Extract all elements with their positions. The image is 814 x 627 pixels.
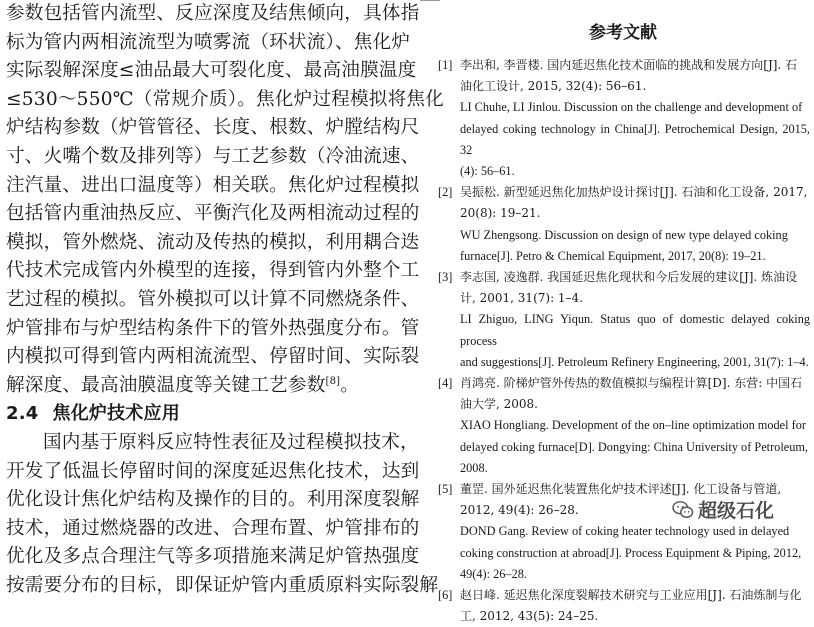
text-line: 按需要分布的目标，即保证炉管内重质原料实际裂解	[6, 574, 439, 596]
reference-line-zh: 董罡. 国外延迟焦化装置焦化炉技术评述[J]. 化工设备与管道,	[460, 482, 782, 497]
text-line: 内模拟可得到管内两相流流型、停留时间、实际裂	[6, 346, 420, 368]
reference-number: [1]	[438, 58, 453, 72]
text-line: 实际裂解深度≤油品最大可裂化度、最高油膜温度	[6, 60, 417, 82]
reference-number: [2]	[438, 185, 453, 200]
reference-number: [4]	[438, 376, 453, 391]
reference-line-zh: 20(8): 19–21.	[460, 206, 541, 221]
reference-line-zh: 吴振松. 新型延迟焦化加热炉设计探讨[J]. 石油和化工设备, 2017,	[460, 185, 808, 200]
text-line: 代技术完成管内外模型的连接，得到管内外整个工	[6, 260, 420, 282]
watermark-text: 超级石化	[698, 500, 775, 522]
reference-entry	[436, 182, 810, 267]
reference-entry	[436, 479, 810, 585]
section-number: 2.4	[6, 403, 39, 425]
text-line: 炉管排布与炉型结构条件下的管外热强度分布。管	[6, 317, 420, 339]
section-title: 焦化炉技术应用	[52, 403, 180, 425]
section-heading	[6, 400, 398, 429]
reference-line-en: delayed coking technology in China[J]. Petrochemical Design, 2015, 32	[460, 121, 810, 157]
reference-line-zh: 2012, 49(4): 26–28.	[460, 503, 579, 518]
text-line: 注汽量、进出口温度等）相关联。焦化炉过程模拟	[6, 174, 420, 196]
reference-line-en: LI Zhiguo, LING Yiqun. Status quo of domestic delayed coking process	[460, 312, 810, 348]
reference-line-zh: 油化工设计, 2015, 32(4): 56–61.	[460, 79, 647, 94]
citation-link[interactable]: [8]	[325, 375, 341, 387]
reference-line-zh: 工, 2012, 43(5): 24–25.	[460, 609, 599, 624]
reference-number: [5]	[438, 482, 453, 497]
text-line: 优化及多点合理注气等多项措施来满足炉管热强度	[6, 546, 420, 568]
reference-line-zh: 计, 2001, 31(7): 1–4.	[460, 291, 584, 306]
text-line: 炉结构参数（炉管管径、长度、根数、炉膛结构尺	[6, 117, 420, 139]
reference-number: [6]	[438, 588, 453, 603]
reference-line-en: 2008.	[460, 460, 488, 475]
reference-line-en: LI Chuhe, LI Jinlou. Discussion on the challenge and development of	[460, 100, 803, 115]
wechat-icon	[672, 500, 694, 520]
text-line: 技术，通过燃烧器的改进、合理布置、炉管排布的	[6, 517, 420, 539]
paragraph-technology-application	[6, 429, 439, 601]
text-line: 标为管内两相流流型为喷雾流（环状流）、焦化炉	[6, 31, 411, 53]
text-line: 优化设计焦化炉结构及操作的目的。利用深度裂解	[6, 489, 420, 511]
reference-line-zh: 油大学, 2008.	[460, 397, 538, 412]
reference-line-en: and suggestions[J]. Petroleum Refinery Engineering, 2001, 31(7): 1–4.	[460, 354, 809, 369]
text-line-last	[6, 372, 398, 401]
references-column	[436, 0, 810, 627]
reference-list	[436, 55, 810, 627]
reference-entry	[436, 55, 810, 182]
reference-line-en: 49(4): 26–28.	[460, 566, 527, 581]
reference-line-en: XIAO Hongliang. Development of the on–line optimization model for	[460, 418, 806, 433]
text-line: ≤530～550℃（常规介质）。焦化炉过程模拟将焦化	[6, 88, 444, 110]
reference-line-en: coking construction at abroad[J]. Process Equipment & Piping, 2012,	[460, 545, 802, 560]
paragraph-process-simulation	[6, 0, 444, 400]
reference-line-en: (4): 56–61.	[460, 164, 515, 179]
watermark	[672, 496, 774, 523]
reference-line-zh: 赵日峰. 延迟焦化深度裂解技术研究与工业应用[J]. 石油炼制与化	[460, 588, 802, 603]
text-line: 国内基于原料反应特性表征及过程模拟技术，	[43, 431, 419, 453]
reference-line-en: DOND Gang. Review of coking heater technology used in delayed	[460, 524, 790, 539]
text-line: 开发了低温长停留时间的深度延迟焦化技术，达到	[6, 460, 420, 482]
reference-line-zh: 肖鸿亮. 阶梯炉管外传热的数值模拟与编程计算[D]. 东营: 中国石	[460, 376, 803, 391]
reference-number: [3]	[438, 270, 453, 285]
reference-entry	[436, 373, 810, 479]
reference-line-zh: 李出和, 李晋楼. 国内延迟焦化技术面临的挑战和发展方向[J]. 石	[460, 58, 798, 72]
text-line: 艺过程的模拟。管外模拟可以计算不同燃烧条件、	[6, 288, 420, 310]
sentence-end: 。	[340, 374, 360, 396]
body-text-column	[6, 0, 444, 600]
reference-line-en: furnace[J]. Petro & Chemical Equipment, 2017, 20(8): 19–21.	[460, 248, 766, 263]
text-line: 包括管内重油热反应、平衡汽化及两相流动过程的	[6, 203, 420, 225]
reference-entry	[436, 585, 810, 627]
text-line: 模拟，管外燃烧、流动及传热的模拟，利用耦合迭	[6, 231, 420, 253]
reference-line-en: WU Zhengsong. Discussion on design of new type delayed coking	[460, 227, 788, 242]
reference-line-en: delayed coking furnace[D]. Dongying: China University of Petroleum,	[460, 439, 808, 454]
text-line-content: 解深度、最高油膜温度等关键工艺参数	[6, 374, 326, 396]
text-line: 参数包括管内流型、反应深度及结焦倾向，具体指	[6, 3, 420, 24]
references-heading: 参考文献	[589, 23, 657, 43]
reference-entry	[436, 267, 810, 373]
text-line: 寸、火嘴个数及排列等）与工艺参数（冷油流速、	[6, 145, 420, 167]
reference-line-zh: 李志国, 凌逸群. 我国延迟焦化现状和今后发展的建议[J]. 炼油设	[460, 270, 798, 285]
